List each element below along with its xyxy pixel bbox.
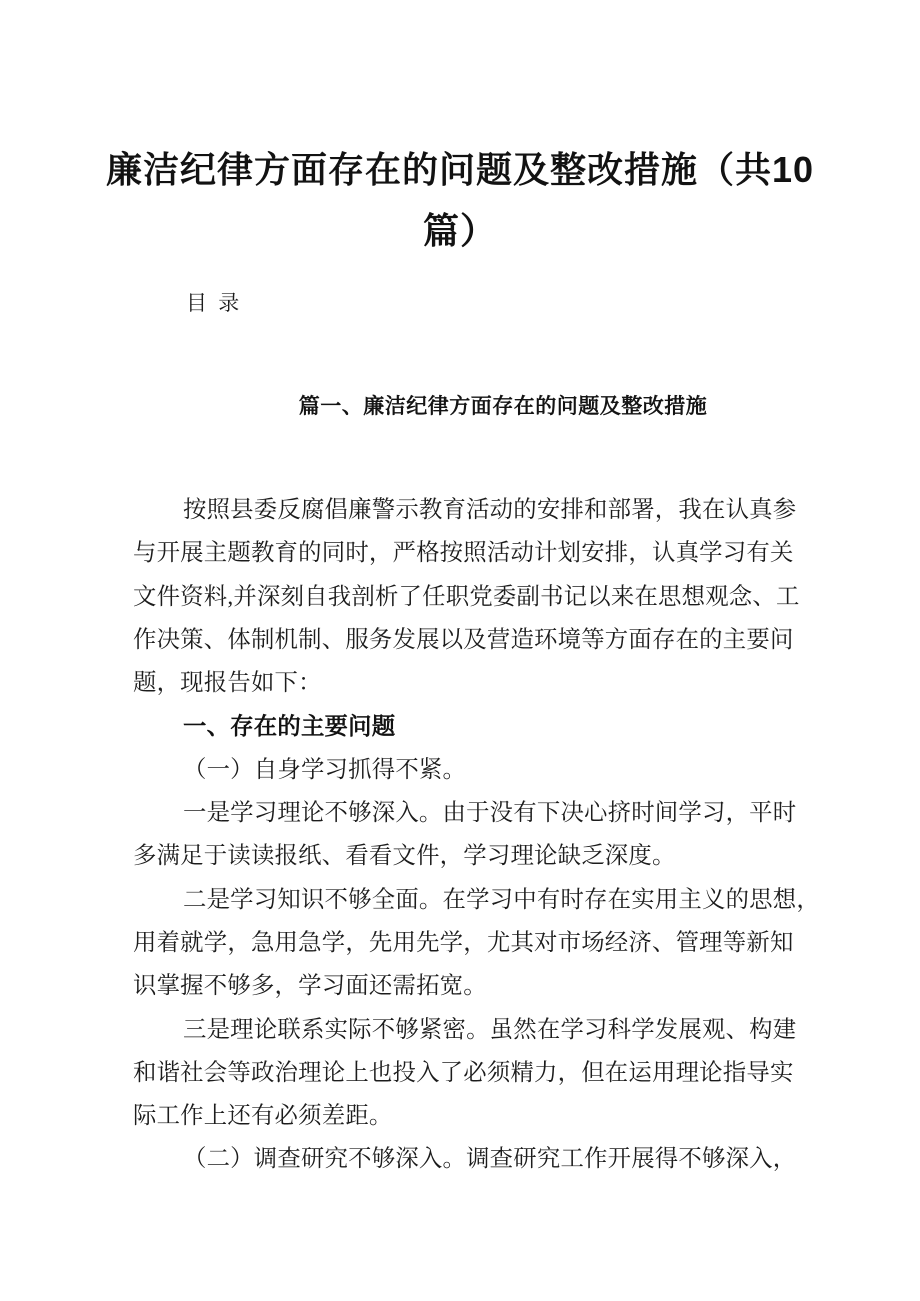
body-line: （一）自身学习抓得不紧。 xyxy=(183,756,467,783)
body-line: 题，现报告如下： xyxy=(133,670,322,697)
body-line: 和谐社会等政治理论上也投入了必须精力，但在运用理论指导实 xyxy=(133,1059,794,1086)
body-line: 用着就学，急用急学，先用先学，尤其对市场经济、管理等新知 xyxy=(133,929,794,956)
body-line: 作决策、体制机制、服务发展以及营造环境等方面存在的主要问 xyxy=(133,626,794,653)
body-line: 与开展主题教育的同时，严格按照活动计划安排，认真学习有关 xyxy=(133,540,794,567)
body-line: 多满足于读读报纸、看看文件，学习理论缺乏深度。 xyxy=(133,843,676,870)
doc-title-line-2: 篇） xyxy=(422,210,497,251)
body-line: （二）调查研究不够深入。调查研究工作开展得不够深入， xyxy=(183,1146,797,1173)
toc-entry-chapter-1: 篇一、廉洁纪律方面存在的问题及整改措施 xyxy=(298,395,708,418)
doc-body xyxy=(133,489,820,1182)
doc-title-line-1: 廉洁纪律方面存在的问题及整改措施（共10 xyxy=(105,149,815,190)
body-line: 三是理论联系实际不够紧密。虽然在学习科学发展观、构建 xyxy=(183,1016,797,1043)
doc-title xyxy=(0,139,920,261)
section-heading: 一、存在的主要问题 xyxy=(183,713,396,740)
body-line: 一是学习理论不够深入。由于没有下决心挤时间学习，平时 xyxy=(183,800,797,827)
body-line: 按照县委反腐倡廉警示教育活动的安排和部署，我在认真参 xyxy=(183,497,797,523)
body-line: 文件资料,并深刻自我剖析了任职党委副书记以来在思想观念、工 xyxy=(133,583,800,610)
body-line: 二是学习知识不够全面。在学习中有时存在实用主义的思想， xyxy=(183,886,820,913)
toc-label: 目 录 xyxy=(186,291,243,315)
body-line: 识掌握不够多，学习面还需拓宽。 xyxy=(133,973,487,1000)
body-line: 际工作上还有必须差距。 xyxy=(133,1103,393,1130)
